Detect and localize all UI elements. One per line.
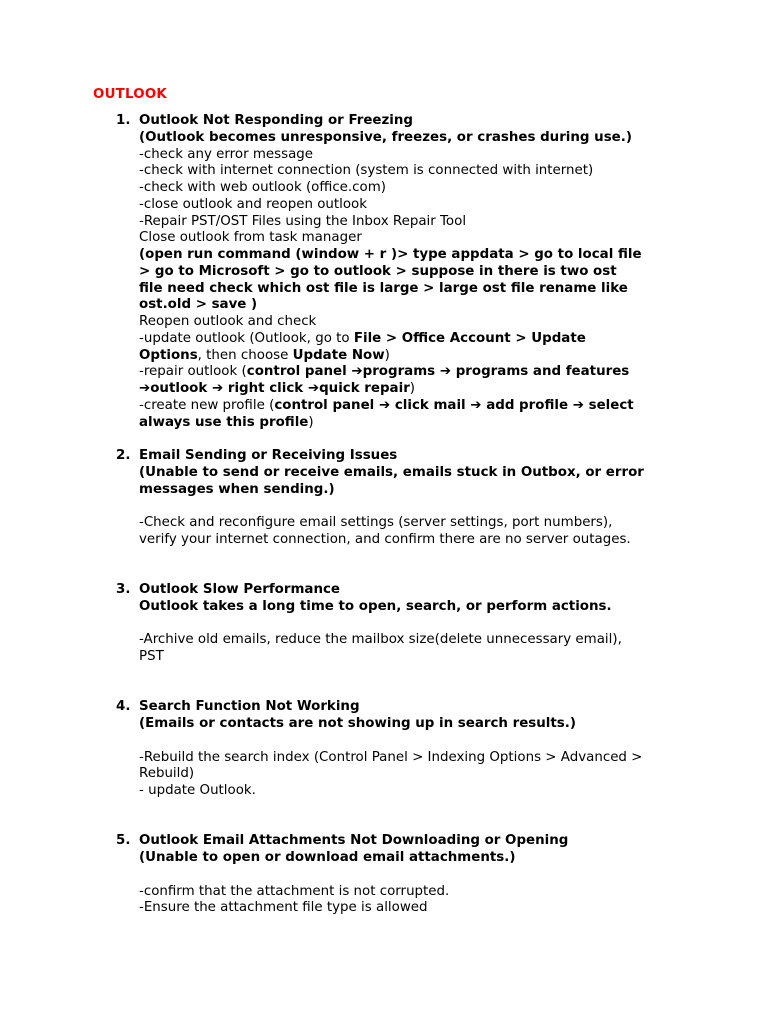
spacer <box>139 431 688 448</box>
profile-prefix: -create new profile ( <box>139 397 275 413</box>
step-profile-line-1 <box>139 398 688 415</box>
repair-control-panel: control panel <box>246 364 352 380</box>
item-heading: Email Sending or Receiving Issues <box>139 448 398 463</box>
list-item-4 <box>0 699 768 833</box>
spacer <box>139 565 688 582</box>
spacer <box>139 800 688 817</box>
item-number: 4. <box>116 699 131 715</box>
item-body-line-3: - update Outlook. <box>139 783 256 798</box>
document-title: OUTLOOK <box>93 87 167 102</box>
item-number: 2. <box>116 448 131 463</box>
step-update-line-1 <box>139 331 688 348</box>
spacer <box>139 549 688 566</box>
repair-prefix: -repair outlook ( <box>139 364 247 380</box>
item-heading: Outlook Not Responding or Freezing <box>139 113 414 128</box>
step-repair-line-1 <box>139 364 688 381</box>
repair-programs-features: programs and features <box>451 364 630 380</box>
item-body-line-1: -Archive old emails, reduce the mailbox size(delete unnecessary email), <box>139 632 622 648</box>
arrow-right-icon: ➔ <box>572 397 584 413</box>
step-check-web: -check with web outlook (office.com) <box>139 180 386 195</box>
run-command-line-2: > go to Microsoft > go to outlook > suppose in there is two ost <box>139 263 617 279</box>
update-suffix: ) <box>384 347 390 363</box>
arrow-right-icon: ➔ <box>139 381 151 396</box>
item-body-line-1: -Check and reconfigure email settings (server settings, port numbers), <box>139 515 613 530</box>
spacer <box>139 498 688 515</box>
item-heading: Outlook Email Attachments Not Downloading or Opening <box>139 833 569 849</box>
item-number: 3. <box>116 582 131 597</box>
repair-outlook: outlook <box>150 381 212 396</box>
update-prefix: -update outlook (Outlook, go to <box>139 330 354 346</box>
step-reopen-check: Reopen outlook and check <box>139 314 317 329</box>
item-subheading-line-1: (Unable to send or receive emails, emails stuck in Outbox, or error <box>139 464 644 480</box>
item-subheading-line-2: messages when sending.) <box>139 481 335 497</box>
repair-right-click: right click <box>223 381 308 396</box>
item-subheading: (Unable to open or download email attachments.) <box>139 850 516 865</box>
list-item-5 <box>0 833 768 917</box>
step-update-line-2 <box>139 348 688 365</box>
spacer <box>139 666 688 683</box>
profile-suffix: ) <box>308 414 314 430</box>
item-body-line-2: PST <box>139 649 164 664</box>
spacer <box>139 616 688 633</box>
step-repair-line-2 <box>139 381 688 398</box>
item-subheading: (Outlook becomes unresponsive, freezes, or crashes during use.) <box>139 129 632 145</box>
spacer <box>139 733 688 750</box>
profile-click-mail: click mail <box>390 397 471 413</box>
update-mid: , then choose <box>197 347 293 363</box>
profile-always-use: always use this profile <box>139 414 309 430</box>
list-item-2 <box>0 448 768 582</box>
run-command-line-1: (open run command (window + r )> type appdata > go to local file <box>139 247 642 262</box>
repair-suffix: ) <box>409 381 416 396</box>
item-body-line-2: Rebuild) <box>139 766 195 782</box>
repair-quick-repair: quick repair <box>319 381 410 396</box>
item-subheading: (Emails or contacts are not showing up in search results.) <box>139 716 576 731</box>
profile-add-profile: add profile <box>481 397 573 413</box>
arrow-right-icon: ➔ <box>378 397 391 413</box>
spacer <box>139 683 688 700</box>
item-number: 5. <box>116 833 131 849</box>
item-body-line-2: verify your internet connection, and confirm there are no server outages. <box>139 531 631 547</box>
update-path: File > Office Account > Update <box>353 330 586 346</box>
arrow-right-icon: ➔ <box>439 364 452 380</box>
item-heading: Outlook Slow Performance <box>139 582 341 597</box>
arrow-right-icon: ➔ <box>351 364 363 380</box>
repair-programs: programs <box>362 364 440 380</box>
list-item-3 <box>0 582 768 699</box>
run-command-line-3: file need check which ost file is large > large ost file rename like <box>139 280 628 296</box>
list-item-1 <box>0 113 768 448</box>
spacer <box>139 867 688 884</box>
item-number: 1. <box>116 113 131 128</box>
step-profile-line-2 <box>139 415 688 432</box>
arrow-right-icon: ➔ <box>211 381 224 396</box>
step-close-reopen: -close outlook and reopen outlook <box>139 196 367 212</box>
item-subheading: Outlook takes a long time to open, search, or perform actions. <box>139 598 612 614</box>
update-path-options: Options <box>139 347 198 363</box>
step-check-error: -check any error message <box>139 146 314 162</box>
item-body-line-2: -Ensure the attachment file type is allowed <box>139 900 428 916</box>
item-body-line-1: -Rebuild the search index (Control Panel > Indexing Options > Advanced > <box>139 749 643 765</box>
step-repair-pst: -Repair PST/OST Files using the Inbox Repair Tool <box>139 213 467 229</box>
arrow-right-icon: ➔ <box>307 381 320 396</box>
update-now: Update Now <box>292 347 385 363</box>
spacer <box>139 817 688 834</box>
troubleshooting-list <box>0 113 768 917</box>
step-check-internet: -check with internet connection (system is connected with internet) <box>139 163 594 179</box>
step-close-task-manager: Close outlook from task manager <box>139 230 362 246</box>
profile-control-panel: control panel <box>274 397 379 413</box>
item-heading: Search Function Not Working <box>139 699 360 715</box>
item-body-line-1: -confirm that the attachment is not corrupted. <box>139 883 450 899</box>
arrow-right-icon: ➔ <box>470 397 482 413</box>
profile-select: select <box>583 397 634 413</box>
run-command-line-4: ost.old > save ) <box>139 297 258 313</box>
